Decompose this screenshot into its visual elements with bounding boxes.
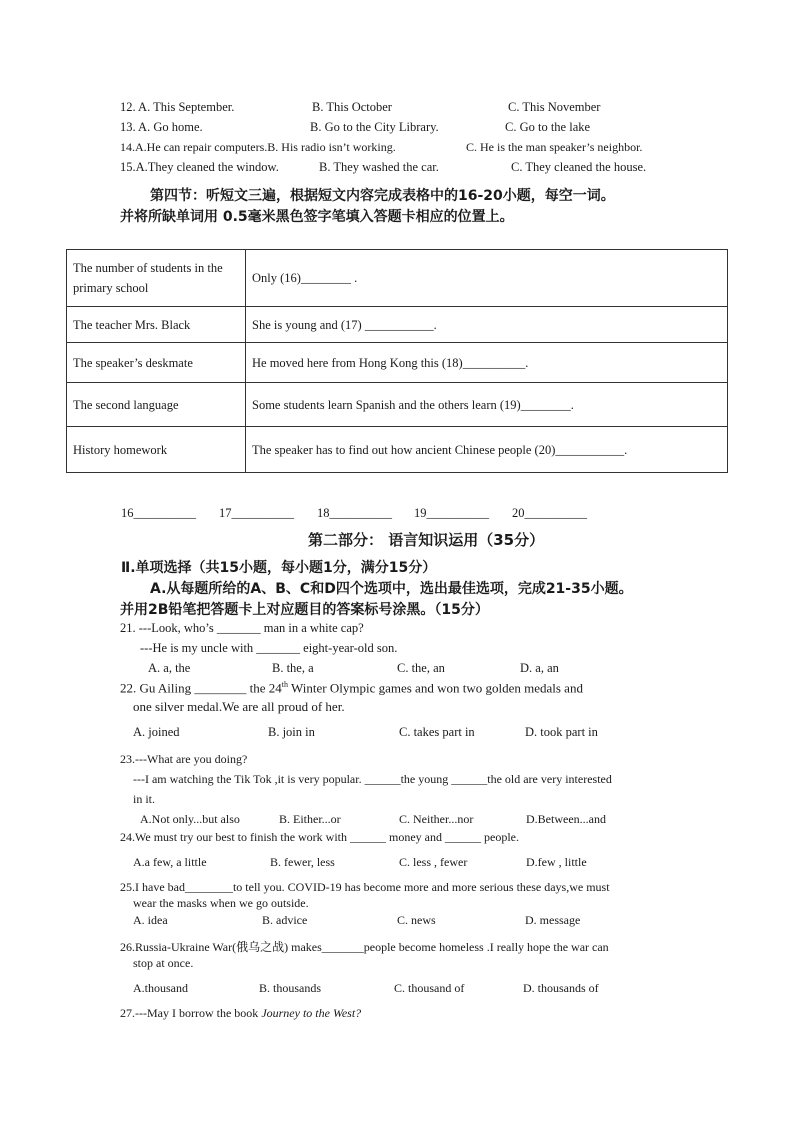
q12-option-a: 12. A. This September. (120, 100, 235, 114)
q22-line-2: one silver medal.We are all proud of her. (133, 699, 345, 714)
table-row (67, 383, 728, 427)
table-content: She is young and (17) ___________. (246, 307, 728, 343)
q27-line-1 (120, 1006, 361, 1021)
q21-option-c[interactable]: C. the, an (397, 661, 445, 675)
q23-option-a[interactable]: A.Not only...but also (140, 812, 240, 826)
answer-blank-20[interactable]: 20__________ (512, 506, 587, 520)
q24-option-b[interactable]: B. fewer, less (270, 855, 335, 869)
gap-fill-table (66, 249, 728, 473)
q14-option-ab: 14.A.He can repair computers.B. His radio isn’t working. (120, 140, 396, 154)
q27-line-1-text: 27.---May I borrow the book (120, 1006, 262, 1020)
q26-line-1: 26.Russia-Ukraine War(俄乌之战) makes_______people become homeless .I really hope the war can (120, 940, 609, 954)
q25-option-c[interactable]: C. news (397, 913, 436, 927)
table-content: Some students learn Spanish and the others learn (19)________. (246, 383, 728, 427)
q25-line-1: 25.I have bad________to tell you. COVID-19 has become more and more serious these days,we must (120, 880, 610, 894)
q22-option-b[interactable]: B. join in (268, 725, 315, 739)
q24-line-1: 24.We must try our best to finish the work with ______ money and ______ people. (120, 830, 519, 844)
table-row (67, 307, 728, 343)
q24-option-c[interactable]: C. less , fewer (399, 855, 468, 869)
q25-option-a[interactable]: A. idea (133, 913, 168, 927)
table-label: The second language (67, 383, 246, 427)
q15-option-a: 15.A.They cleaned the window. (120, 160, 279, 174)
section4-instruction-2: 并将所缺单词用 0.5毫米黑色签字笔填入答题卡相应的位置上。 (120, 209, 514, 225)
q23-option-c[interactable]: C. Neither...nor (399, 812, 474, 826)
answer-blank-17[interactable]: 17__________ (219, 506, 294, 520)
q15-option-c: C. They cleaned the house. (511, 160, 647, 174)
q23-line-3: in it. (133, 792, 156, 806)
q22-line-1 (120, 680, 583, 696)
table-row (67, 343, 728, 383)
q21-line-1: 21. ---Look, who’s _______ man in a white cap? (120, 621, 364, 635)
q25-line-2: wear the masks when we go outside. (133, 896, 309, 910)
table-content: Only (16)________ . (246, 250, 728, 307)
q15-option-b: B. They washed the car. (319, 160, 439, 174)
q13-option-a: 13. A. Go home. (120, 120, 203, 134)
q25-option-d[interactable]: D. message (525, 913, 581, 927)
q21-option-b[interactable]: B. the, a (272, 661, 314, 675)
table-row (67, 250, 728, 307)
table-label: The number of students in the primary school (67, 250, 246, 307)
table-row (67, 427, 728, 473)
q24-option-d[interactable]: D.few , little (526, 855, 587, 869)
part2-title: 第二部分： 语言知识运用（35分） (308, 531, 545, 549)
q22-option-d[interactable]: D. took part in (525, 725, 598, 739)
q13-option-b: B. Go to the City Library. (310, 120, 439, 134)
table-content: He moved here from Hong Kong this (18)__________. (246, 343, 728, 383)
table-label: History homework (67, 427, 246, 473)
q26-option-d[interactable]: D. thousands of (523, 981, 599, 995)
q23-line-2: ---I am watching the Tik Tok ,it is very popular. ______the young ______the old are very interested (133, 772, 612, 786)
q22-option-c[interactable]: C. takes part in (399, 725, 475, 739)
q12-option-c: C. This November (508, 100, 601, 114)
q26-option-a[interactable]: A.thousand (133, 981, 188, 995)
q23-option-b[interactable]: B. Either...or (279, 812, 341, 826)
q25-option-b[interactable]: B. advice (262, 913, 308, 927)
q26-option-c[interactable]: C. thousand of (394, 981, 465, 995)
q23-line-1: 23.---What are you doing? (120, 752, 248, 766)
q22-sup: th (281, 680, 289, 689)
section2-heading: Ⅱ.单项选择（共15小题，每小题1分，满分15分） (121, 560, 437, 576)
q14-option-c: C. He is the man speaker’s neighbor. (466, 140, 643, 154)
answer-blank-19[interactable]: 19__________ (414, 506, 489, 520)
q22-line-1-a: 22. Gu Ailing ________ the 24 (120, 680, 282, 696)
q26-option-b[interactable]: B. thousands (259, 981, 322, 995)
q21-line-2: ---He is my uncle with _______ eight-year-old son. (140, 641, 398, 655)
section2-instruction-1: A.从每题所给的A、B、C和D四个选项中，选出最佳选项，完成21-35小题。 (150, 581, 633, 597)
answer-blank-18[interactable]: 18__________ (317, 506, 392, 520)
table-label: The speaker’s deskmate (67, 343, 246, 383)
q24-option-a[interactable]: A.a few, a little (133, 855, 207, 869)
q23-option-d[interactable]: D.Between...and (526, 812, 606, 826)
q27-book-title: Journey to the West? (261, 1006, 362, 1020)
q12-option-b: B. This October (312, 100, 392, 114)
q26-line-2: stop at once. (133, 956, 194, 970)
q21-option-a[interactable]: A. a, the (148, 661, 191, 675)
table-content: The speaker has to find out how ancient Chinese people (20)___________. (246, 427, 728, 473)
q21-option-d[interactable]: D. a, an (520, 661, 559, 675)
answer-blank-16[interactable]: 16__________ (121, 506, 196, 520)
table-label: The teacher Mrs. Black (67, 307, 246, 343)
section4-instruction-1: 第四节：听短文三遍，根据短文内容完成表格中的16-20小题，每空一词。 (150, 188, 615, 204)
q13-option-c: C. Go to the lake (505, 120, 591, 134)
section2-instruction-2: 并用2B铅笔把答题卡上对应题目的答案标号涂黑。（15分） (120, 602, 489, 618)
q22-line-1-b: Winter Olympic games and won two golden medals and (288, 680, 583, 696)
q22-option-a[interactable]: A. joined (133, 725, 180, 739)
